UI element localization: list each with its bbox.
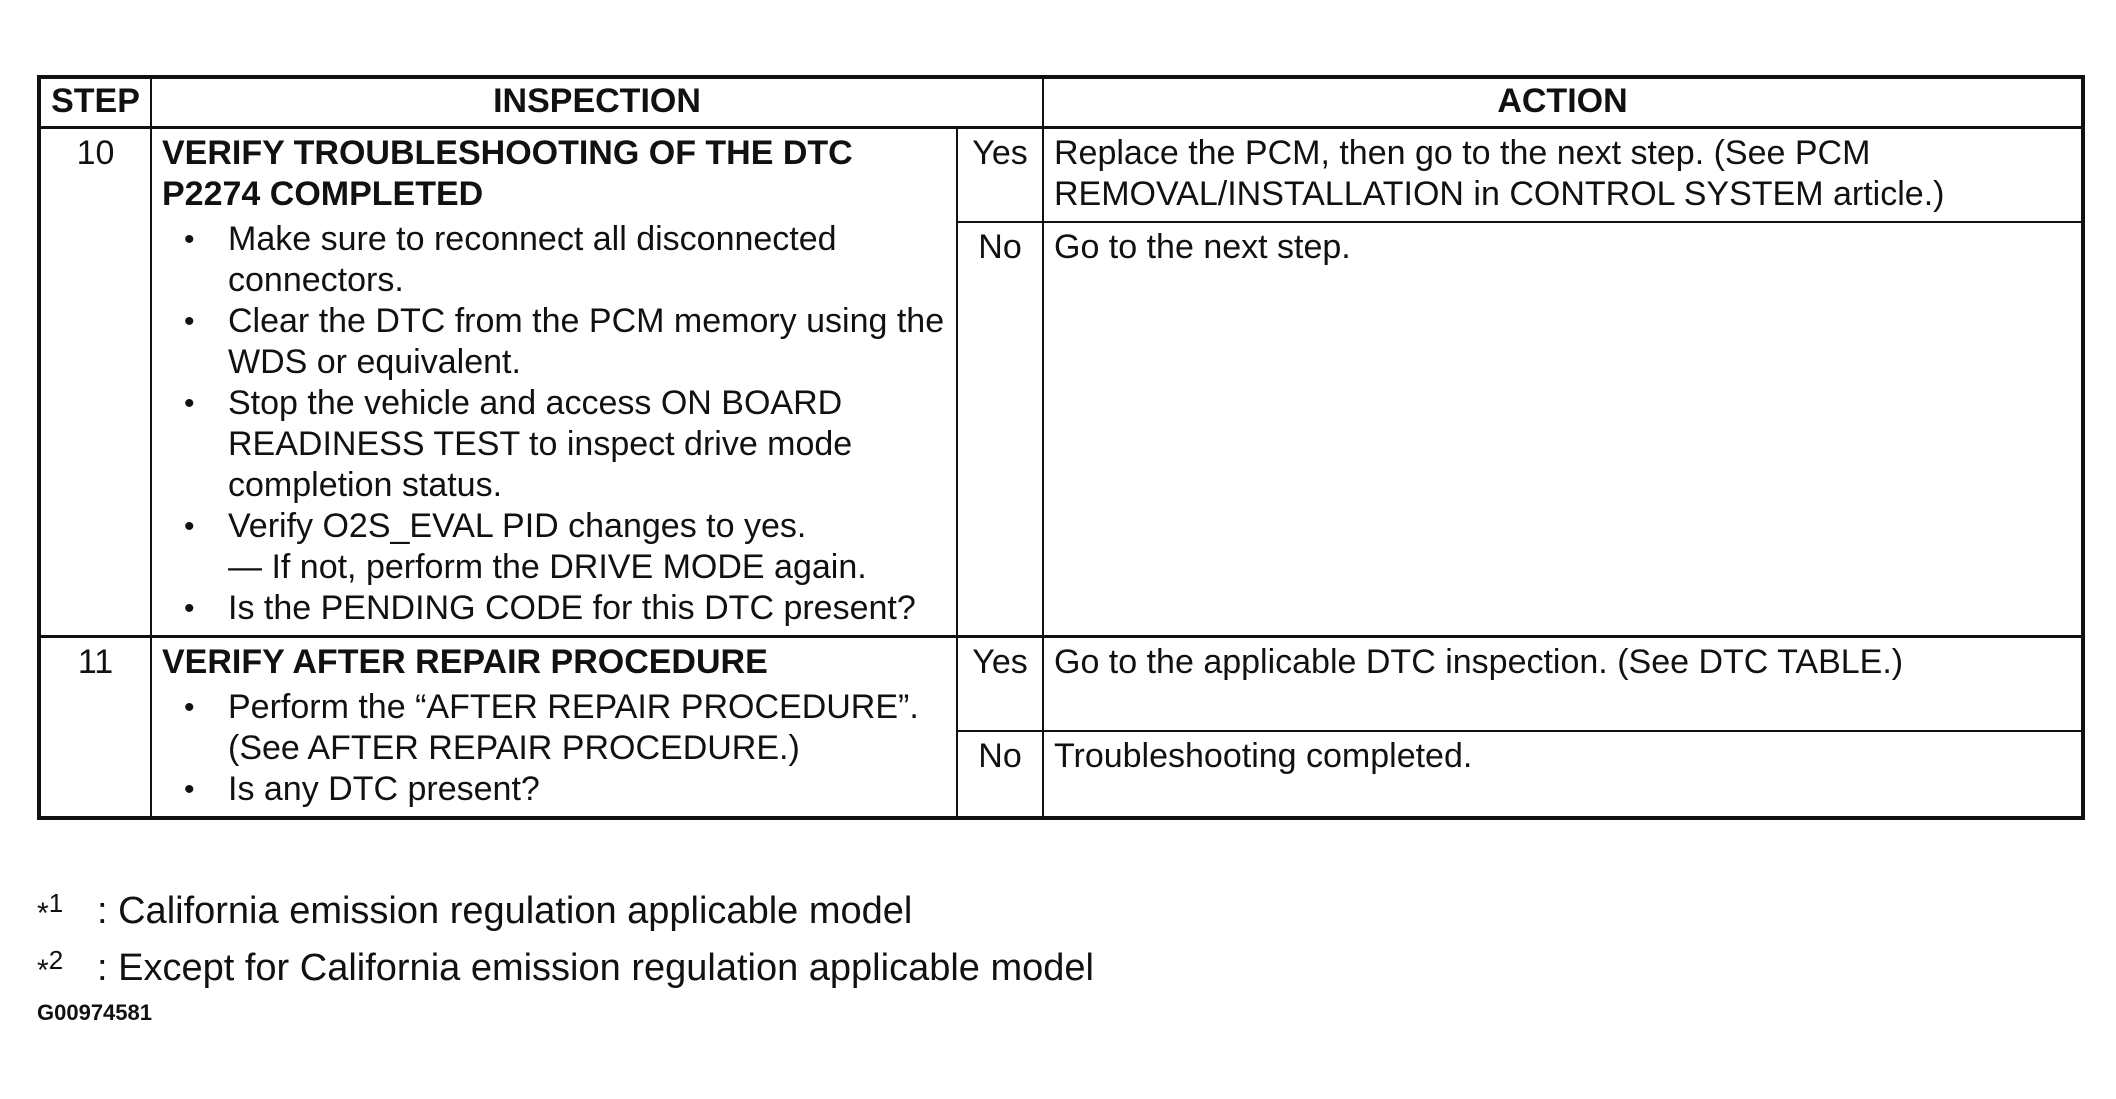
step-number: 11 bbox=[39, 637, 151, 819]
footnote-text: : Except for California emission regulation applicable model bbox=[97, 947, 1094, 989]
table-row bbox=[39, 128, 2083, 223]
no-label: No bbox=[957, 731, 1043, 818]
yes-action: Go to the applicable DTC inspection. (See DTC TABLE.) bbox=[1043, 637, 2083, 732]
inspection-title: VERIFY AFTER REPAIR PROCEDURE bbox=[162, 643, 768, 681]
document-id: G00974581 bbox=[37, 1000, 152, 1025]
bullet-item bbox=[184, 506, 946, 588]
inspection-bullets bbox=[162, 687, 946, 810]
bullet-text: Verify O2S_EVAL PID changes to yes. bbox=[228, 507, 807, 545]
table-row bbox=[39, 637, 2083, 732]
footnotes bbox=[37, 880, 1094, 994]
bullet-item: • Clear the DTC from the PCM memory using the WDS or equivalent. bbox=[184, 301, 946, 383]
inspection-cell bbox=[151, 637, 957, 819]
footnote-item bbox=[37, 880, 1094, 937]
bullet-item: • Is any DTC present? bbox=[184, 769, 946, 810]
inspection-table bbox=[37, 75, 2085, 820]
header-action: ACTION bbox=[1043, 77, 2083, 128]
header-step: STEP bbox=[39, 77, 151, 128]
header-inspection: INSPECTION bbox=[151, 77, 1043, 128]
step-number: 10 bbox=[39, 128, 151, 637]
footnote-mark: *$^2$ bbox=[37, 945, 64, 987]
footnote-mark: *$^1$ bbox=[37, 888, 64, 930]
no-action: Troubleshooting completed. bbox=[1043, 731, 2083, 818]
bullet-item: • Stop the vehicle and access ON BOARD READINESS TEST to inspect drive mode completion status. bbox=[184, 383, 946, 506]
inspection-bullets bbox=[162, 219, 946, 629]
yes-action: Replace the PCM, then go to the next step. (See PCM REMOVAL/INSTALLATION in CONTROL SYSTEM article.) bbox=[1043, 128, 2083, 223]
footnote-text: : California emission regulation applicable model bbox=[97, 890, 913, 932]
yes-label: Yes bbox=[957, 128, 1043, 223]
inspection-title: VERIFY TROUBLESHOOTING OF THE DTC P2274 COMPLETED bbox=[162, 134, 853, 213]
bullet-item: • Is the PENDING CODE for this DTC present? bbox=[184, 588, 946, 629]
bullet-sub-note: — If not, perform the DRIVE MODE again. bbox=[228, 548, 867, 586]
no-label: No bbox=[957, 222, 1043, 637]
footnote-item bbox=[37, 937, 1094, 994]
inspection-cell bbox=[151, 128, 957, 637]
table-header-row bbox=[39, 77, 2083, 128]
yes-label: Yes bbox=[957, 637, 1043, 732]
bullet-item: • Perform the “AFTER REPAIR PROCEDURE”. (See AFTER REPAIR PROCEDURE.) bbox=[184, 687, 946, 769]
bullet-item: • Make sure to reconnect all disconnected connectors. bbox=[184, 219, 946, 301]
no-action: Go to the next step. bbox=[1043, 222, 2083, 637]
